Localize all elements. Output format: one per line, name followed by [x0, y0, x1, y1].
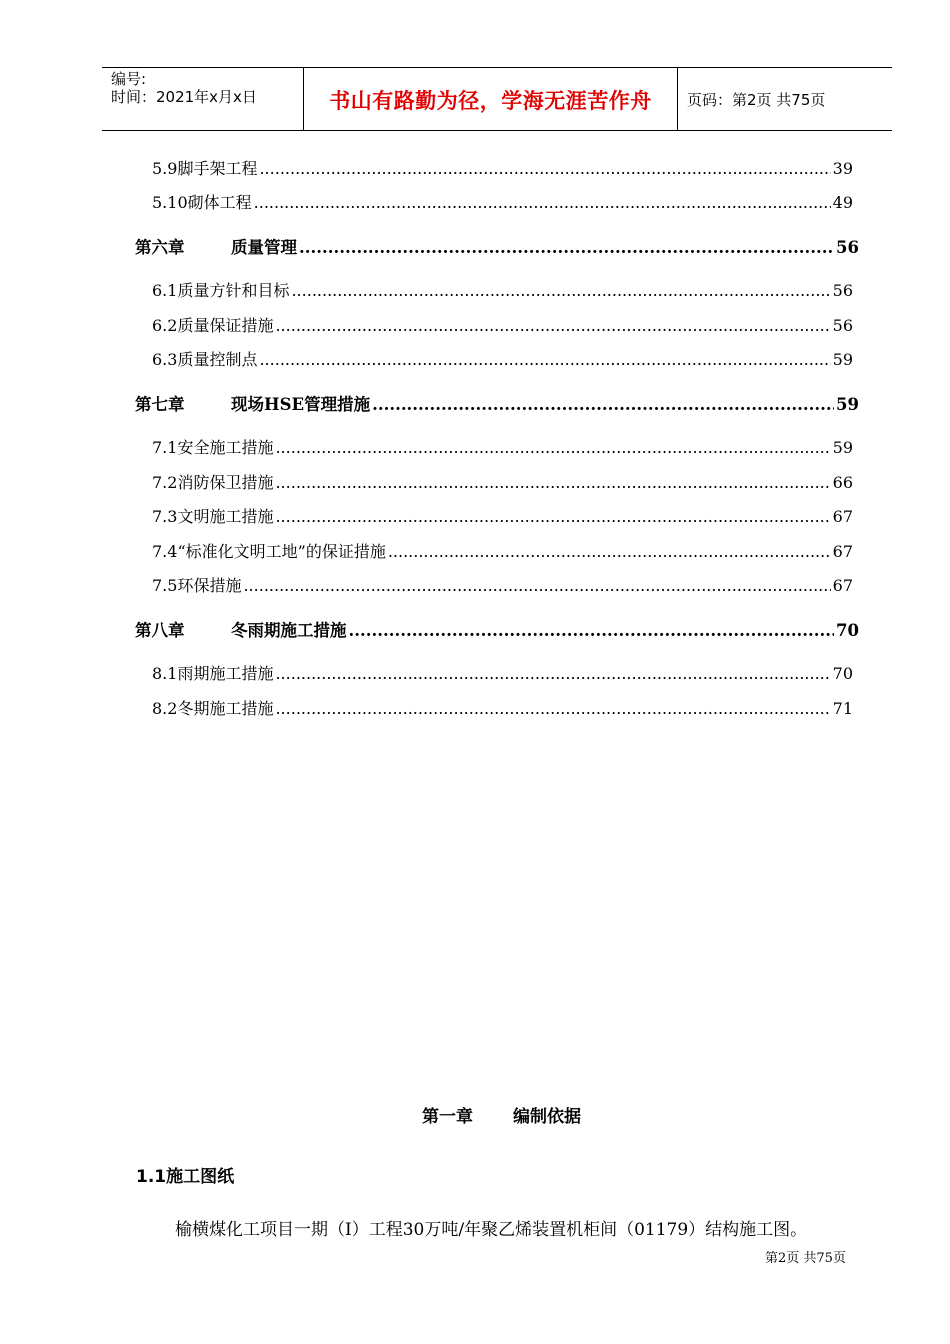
serial-label: 编号:: [111, 70, 147, 88]
toc-chapter-title: 冬雨期施工措施: [231, 621, 347, 640]
toc-entry-title: “标准化文明工地”的保证措施: [177, 542, 386, 561]
toc-entry[interactable]: [152, 347, 853, 370]
toc-entry-number: 7.1: [152, 438, 178, 457]
toc-leader: [299, 238, 834, 257]
toc-entry-title: 雨期施工措施: [177, 664, 274, 683]
toc-leader: [275, 507, 830, 526]
toc-entry[interactable]: [152, 190, 853, 213]
toc-entry-page: 56: [836, 238, 859, 257]
toc-leader: [275, 473, 830, 492]
toc-leader: [291, 281, 830, 300]
toc-entry-number: 7.3: [152, 507, 178, 526]
toc-chapter-entry[interactable]: [135, 234, 859, 258]
toc-entry-title: 环保措施: [177, 576, 242, 595]
toc-chapter-number: 第六章: [135, 238, 185, 257]
toc-leader: [259, 159, 830, 178]
toc-entry-title: 冬期施工措施: [177, 699, 274, 718]
toc-entry[interactable]: [152, 696, 853, 719]
toc-leader: [259, 350, 830, 369]
chapter-heading: [0, 1102, 950, 1127]
toc-entry-page: 67: [832, 542, 853, 561]
toc-entry-page: 70: [832, 664, 853, 683]
toc-entry-title: 质量控制点: [177, 350, 258, 369]
toc-entry[interactable]: [152, 156, 853, 179]
toc-entry-page: 56: [832, 281, 853, 300]
toc-entry[interactable]: [152, 278, 853, 301]
toc-leader: [243, 576, 830, 595]
toc-entry-title: 砌体工程: [187, 193, 252, 212]
toc-entry-number: 7.5: [152, 576, 178, 595]
toc-entry-title: 脚手架工程: [177, 159, 258, 178]
toc-entry-number: 7.2: [152, 473, 178, 492]
toc-entry[interactable]: [152, 573, 853, 596]
toc-leader: [372, 395, 834, 414]
toc-entry-number: 6.3: [152, 350, 178, 369]
toc-entry-number: 8.1: [152, 664, 178, 683]
toc-entry-title: 文明施工措施: [177, 507, 274, 526]
toc-entry-page: 39: [832, 159, 853, 178]
toc-entry-page: 67: [832, 507, 853, 526]
toc-entry-page: 56: [832, 316, 853, 335]
toc-entry-title: 质量方针和目标: [177, 281, 290, 300]
page-footer: 第2页 共75页: [765, 1251, 846, 1266]
toc-leader: [275, 438, 830, 457]
toc-entry-title: 质量保证措施: [177, 316, 274, 335]
toc-leader: [275, 316, 830, 335]
toc-chapter-entry[interactable]: [135, 391, 859, 415]
header-motto-cell: [303, 68, 678, 130]
body-paragraph: 榆横煤化工项目一期（I）工程30万吨/年聚乙烯装置机柜间（01179）结构施工图。: [175, 1220, 808, 1240]
toc-entry[interactable]: [152, 313, 853, 336]
header-meta-cell: [102, 68, 302, 130]
toc-entry[interactable]: [152, 435, 853, 458]
toc-entry-page: 71: [832, 699, 853, 718]
toc-entry-title: 消防保卫措施: [177, 473, 274, 492]
toc-entry-title: 安全施工措施: [177, 438, 274, 457]
toc-leader: [388, 542, 831, 561]
toc-chapter-number: 第七章: [135, 395, 185, 414]
toc-entry[interactable]: [152, 470, 853, 493]
toc-entry-page: 59: [836, 395, 859, 414]
toc-entry-number: 8.2: [152, 699, 178, 718]
toc-entry-number: 5.10: [152, 193, 188, 212]
toc-entry-page: 59: [832, 350, 853, 369]
chapter-number: 第一章: [422, 1107, 473, 1127]
toc-entry[interactable]: [152, 504, 853, 527]
toc-entry-page: 66: [832, 473, 853, 492]
header-motto: 书山有路勤为径，学海无涯苦作舟: [329, 89, 652, 113]
toc-entry-page: 59: [832, 438, 853, 457]
toc-chapter-title: 质量管理: [231, 238, 297, 257]
chapter-title: 编制依据: [513, 1107, 581, 1127]
header-page-number: 页码：第2页 共75页: [687, 91, 826, 109]
page-header: [102, 67, 892, 131]
toc-chapter-entry[interactable]: [135, 617, 859, 641]
toc-entry-page: 70: [836, 621, 859, 640]
section-heading: 1.1施工图纸: [136, 1167, 235, 1187]
toc-entry-page: 67: [832, 576, 853, 595]
toc-leader: [349, 621, 835, 640]
time-label: 时间：2021年x月x日: [111, 88, 257, 106]
toc-leader: [275, 664, 830, 683]
toc-entry[interactable]: [152, 539, 853, 562]
toc-entry[interactable]: [152, 661, 853, 684]
toc-entry-number: 5.9: [152, 159, 178, 178]
toc-entry-number: 6.2: [152, 316, 178, 335]
toc-entry-number: 6.1: [152, 281, 178, 300]
toc-entry-number: 7.4: [152, 542, 178, 561]
header-page-cell: [678, 68, 892, 130]
toc-entry-page: 49: [832, 193, 853, 212]
toc-leader: [254, 193, 831, 212]
toc-chapter-number: 第八章: [135, 621, 185, 640]
toc-leader: [275, 699, 830, 718]
toc-chapter-title: 现场HSE管理措施: [231, 395, 371, 414]
